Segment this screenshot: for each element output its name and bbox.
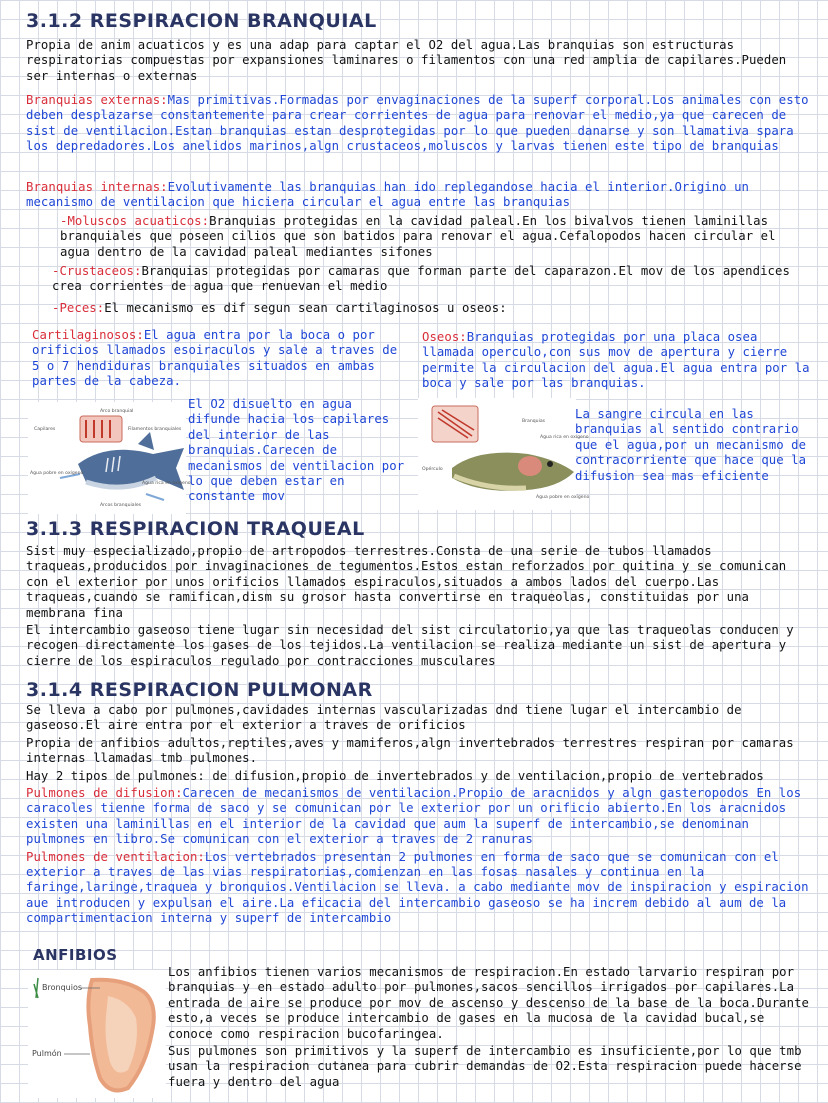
branquias-internas-label: Branquias internas: (26, 180, 168, 194)
pulmonar-p2: Propia de anfibios adultos,reptiles,aves y mamiferos,algn invertebrados terrestres respiran por camaras internas llamadas tmb pulmones. (26, 735, 794, 766)
branquias-externas-label: Branquias externas: (26, 93, 168, 107)
fish-label-pobre: Agua pobre en oxígeno (536, 495, 590, 500)
pulmones-ventilacion (26, 850, 816, 927)
anfibios-p2: Sus pulmones son primitivos y la superf de intercambio es insuficiente,por lo que tmb usan la respiracion cutanea para cubrir demandas de O2.Esta respiracion puede hacerse fuera y dentro del agua (168, 1044, 802, 1089)
heading-respiracion-traqueal: 3.1.3 RESPIRACION TRAQUEAL (26, 518, 365, 540)
branquias-externas-text (26, 93, 816, 155)
pulmones-difusion-body: Carecen de mecanismos de ventilacion.Propio de aracnidos y algn gasteropodos En los caracoles tienne forma de saco y se comunican por le exterior por un orificio abierto.En los aracnidos existen una laminillas en el interior de la cavidad que aum la superf de intercambio,se denominan pulmones en libro.Se comunican con el exterior a traves de 2 ranuras (26, 786, 802, 847)
shark-label-arcos: Arcos branquiales (100, 503, 142, 508)
frog-lung-diagram (28, 970, 166, 1098)
pulmonar-p3: Hay 2 tipos de pulmones: de difusion,propio de invertebrados y de ventilacion,propio de vertebrados (26, 768, 764, 783)
cartilaginosos-label: Cartilaginosos: (32, 328, 144, 342)
fish-label-operculo: Opérculo (422, 467, 443, 472)
moluscos-body: Branquias protegidas en la cavidad paleal.En los bivalvos tienen laminillas branquiales que poseen cilios que son batidos para renovar el agua.Cefalopodos hacen circular el agua dentro de la cavidad paleal mediantes sifones (60, 214, 776, 259)
branquias-externas (26, 93, 816, 157)
cartilaginosos-text (32, 328, 412, 390)
pulmones-ventilacion-body: Los vertebrados presentan 2 pulmones en forma de saco que se comunican con el exterior a traves de las vias respiratorias,comienzan en las fosas nasales y continua en la faringe,laringe,traquea y bronquios.Ventilacion se lleva. a cabo mediante mov de inspiracion y espiracion aue introducen y expulsan el aire.La eficacia del intercambio gaseoso se ha increm debido al aum de la compartimentacion interna y superf de intercambio (26, 849, 809, 926)
shark-label-pobre: Agua pobre en oxígeno (30, 471, 84, 476)
crustaceos (52, 264, 805, 297)
shark-label-arco: Arco branquial (100, 409, 134, 414)
moluscos-label: -Moluscos acuaticos: (60, 214, 210, 228)
fish-label-rica: Agua rica en oxígeno (540, 435, 589, 440)
moluscos-text (60, 214, 805, 260)
traqueal-p1: Sist muy especializado,propio de artropodos terrestres.Consta de una serie de tubos llamados traqueas,producidos por invaginaciones de tegumentos.Estos estan reforzados por quitina y se comunican con el exterior por unos orificios llamados espiraculos,situados a ambos lados del cuerpo.Las traqueas,cuando se ramifican,dism su grosor hasta convertirse en traqueolas, constituidas por una membrana fina (26, 544, 787, 620)
pulmones-ventilacion-label: Pulmones de ventilacion: (26, 849, 205, 864)
shark-label-rica: Agua rica en oxígeno (142, 481, 191, 486)
crustaceos-label: -Crustaceos: (52, 264, 142, 278)
pulmonar-section (26, 703, 816, 929)
traqueal-section (26, 544, 806, 671)
traqueal-p2: El intercambio gaseoso tiene lugar sin necesidad del sist circulatorio,ya que las traqueolas conducen y recogen directamente los gases de los tejidos.La ventilacion se realiza mediante un sist de apertura y cierre de los espiraculos regulado por contracciones musculares (26, 623, 794, 668)
pulmones-difusion-label: Pulmones de difusion: (26, 786, 183, 801)
shark-gill-diagram (28, 402, 191, 514)
oseos-label: Oseos: (422, 330, 467, 344)
peces-body: El mecanismo es dif segun sean cartilaginosos u oseos: (104, 301, 507, 315)
anfibios-section (168, 965, 813, 1092)
branquias-internas (26, 180, 816, 213)
frog-label-bronquios: Bronquios (42, 983, 82, 992)
branquias-internas-body: Evolutivamente las branquias han ido replegandose hacia el interior.Origino un mecanismo de ventilacion que hiciera circular el agua entre las branquias (26, 180, 749, 210)
heading-anfibios: ANFIBIOS (33, 946, 118, 964)
heading-respiracion-branquial: 3.1.2 RESPIRACION BRANQUIAL (26, 10, 377, 32)
fish-gill-diagram (418, 398, 590, 510)
oseos (422, 330, 812, 394)
heading-respiracion-pulmonar: 3.1.4 RESPIRACION PULMONAR (26, 679, 373, 701)
oseos-detail-text: La sangre circula en las branquias al sentido contrario que el agua,por un mecanismo de contracorriente que hace que la difusion sea mas eficiente (575, 407, 807, 483)
oseos-body: Branquias protegidas por una placa osea llamada operculo,con sus mov de apertura y cierre permite la circulacion del agua.El agua entra por la boca y sale por las branquias. (422, 330, 810, 391)
peces-text (52, 301, 805, 316)
shark-label-filamentos: Filamentos branquiales (128, 427, 182, 432)
pulmones-difusion (26, 786, 816, 848)
peces (52, 301, 805, 318)
crustaceos-body: Branquias protegidas por camaras que forman parte del caparazon.El mov de los apendices crea corrientes de agua que renuevan el medio (52, 264, 790, 294)
fish-label-branquias: Branquias (522, 419, 546, 424)
oseos-text (422, 330, 812, 392)
branquial-intro (26, 38, 806, 86)
cartilaginosos-body: El agua entra por la boca o por orificios llamados esoiraculos y sale a traves de 5 o 7 hendiduras branquiales situados en ambas partes de la cabeza. (32, 328, 398, 389)
branquial-intro-text: Propia de anim acuaticos y es una adap para captar el O2 del agua.Las branquias son estructuras respiratorias compuestas por expansiones laminares o filamentos con una red amplia de capilares.Pueden ser internas o externas (26, 38, 787, 83)
frog-label-pulmon: Pulmón (32, 1049, 62, 1058)
pulmonar-p1: Se lleva a cabo por pulmones,cavidades internas vascularizadas dnd tiene lugar el intercambio de gaseoso.El aire entra por el exterior a traves de orificios (26, 703, 742, 733)
oseos-detail (575, 407, 810, 486)
cartilaginosos-detail (188, 397, 410, 507)
cartilaginosos (32, 328, 412, 392)
anfibios-p1: Los anfibios tienen varios mecanismos de respiracion.En estado larvario respiran por branquias y en estado adulto por pulmones,sacos sencillos irrigados por capilares.La entrada de aire se produce por mov de ascenso y descenso de la base de la boca.Durante esto,a veces se produce intercambio de gases en la mucosa de la cavidad bucal,se conoce como respiracion bucofaringea. (168, 965, 809, 1041)
crustaceos-text (52, 264, 805, 295)
shark-label-capilares: Capilares (34, 427, 56, 432)
branquias-internas-text (26, 180, 816, 211)
branquias-externas-body: Mas primitivas.Formadas por envaginaciones de la superf corporal.Los animales con esto deben desplazarse constantemente para crear corrientes de agua para renovar el medio,ya que carecen de sist de ventilacion.Estan branquias estan desprotegidas por lo que pueden danarse y son llamativa spara los depredadores.Los anelidos marinos,algn crustaceos,moluscos y larvas tienen este tipo de branquias (26, 93, 809, 154)
peces-label: -Peces: (52, 301, 105, 315)
moluscos (60, 214, 805, 262)
cartilaginosos-detail-text: El O2 disuelto en agua difunde hacia los capilares del interior de las branquias.Carecen de mecanismos de ventilacion por lo que deben estar en constante mov (188, 397, 405, 504)
